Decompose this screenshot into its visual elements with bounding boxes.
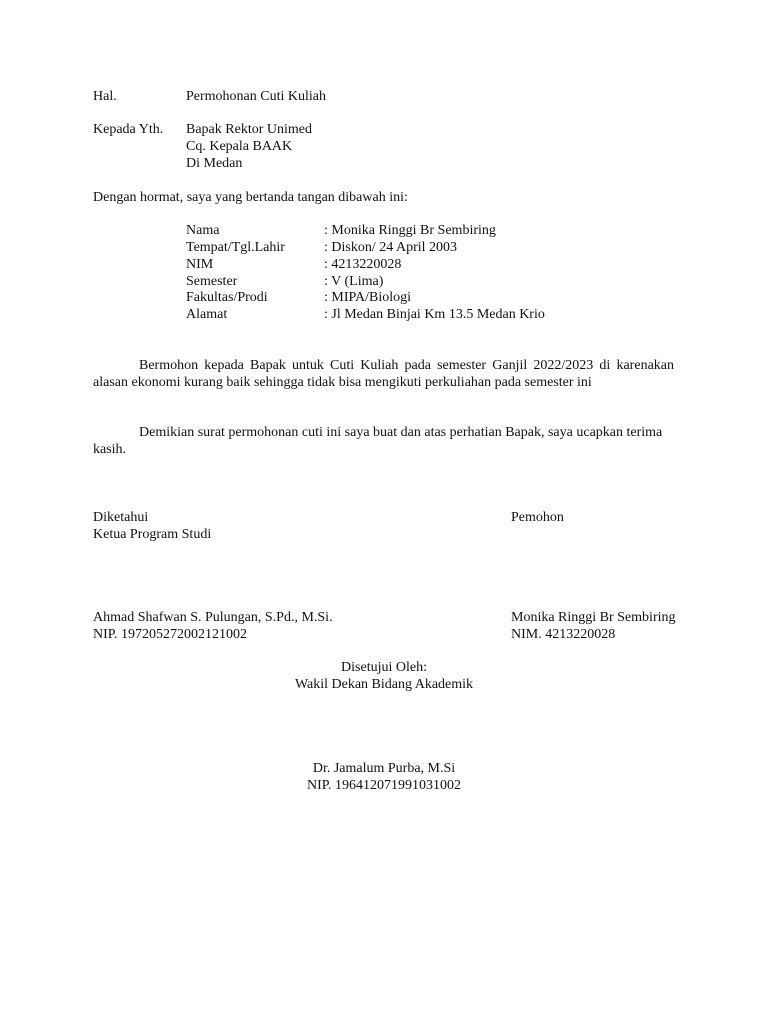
field-value: : MIPA/Biologi xyxy=(324,290,412,305)
field-value: : Monika Ringgi Br Sembiring xyxy=(324,223,496,238)
subject-value: Permohonan Cuti Kuliah xyxy=(186,89,326,104)
left-signature-position: Ketua Program Studi xyxy=(93,527,212,542)
center-signature-id: NIP. 196412071991031002 xyxy=(306,778,461,793)
recipient-line: Cq. Kepala BAAK xyxy=(186,139,293,154)
left-signature-name: Ahmad Shafwan S. Pulungan, S.Pd., M.Si. xyxy=(93,610,333,625)
right-signature-id: NIM. 4213220028 xyxy=(511,627,616,642)
subject-label: Hal. xyxy=(93,89,117,104)
field-value: : Jl Medan Binjai Km 13.5 Medan Krio xyxy=(324,307,545,322)
center-signature-title: Disetujui Oleh: xyxy=(341,660,427,675)
body-paragraph: Bermohon kepada Bapak untuk Cuti Kuliah pada semester Ganjil 2022/2023 di karenakan alasan ekonomi kurang baik sehingga tidak bisa mengikuti perkuliahan pada semester ini xyxy=(93,358,674,390)
right-signature-name: Monika Ringgi Br Sembiring xyxy=(511,610,676,625)
field-label: Alamat xyxy=(186,307,228,322)
field-label: NIM xyxy=(186,257,214,272)
greeting: Dengan hormat, saya yang bertanda tangan dibawah ini: xyxy=(93,190,408,205)
field-label: Tempat/Tgl.Lahir xyxy=(186,240,285,255)
recipient-line: Di Medan xyxy=(186,156,243,171)
left-signature-title: Diketahui xyxy=(93,510,149,525)
right-signature-title: Pemohon xyxy=(511,510,564,525)
field-value: : Diskon/ 24 April 2003 xyxy=(324,240,458,255)
recipient-line: Bapak Rektor Unimed xyxy=(186,122,312,137)
center-signature-name: Dr. Jamalum Purba, M.Si xyxy=(312,761,456,776)
left-signature-id: NIP. 197205272002121002 xyxy=(93,627,248,642)
field-label: Semester xyxy=(186,274,238,289)
closing-paragraph: Demikian surat permohonan cuti ini saya buat dan atas perhatian Bapak, saya ucapkan terima kasih. xyxy=(93,425,663,457)
center-signature-position: Wakil Dekan Bidang Akademik xyxy=(294,677,474,692)
field-value: : 4213220028 xyxy=(324,257,402,272)
field-label: Fakultas/Prodi xyxy=(186,290,268,305)
recipient-label: Kepada Yth. xyxy=(93,122,164,137)
field-label: Nama xyxy=(186,223,220,238)
field-value: : V (Lima) xyxy=(324,274,384,289)
